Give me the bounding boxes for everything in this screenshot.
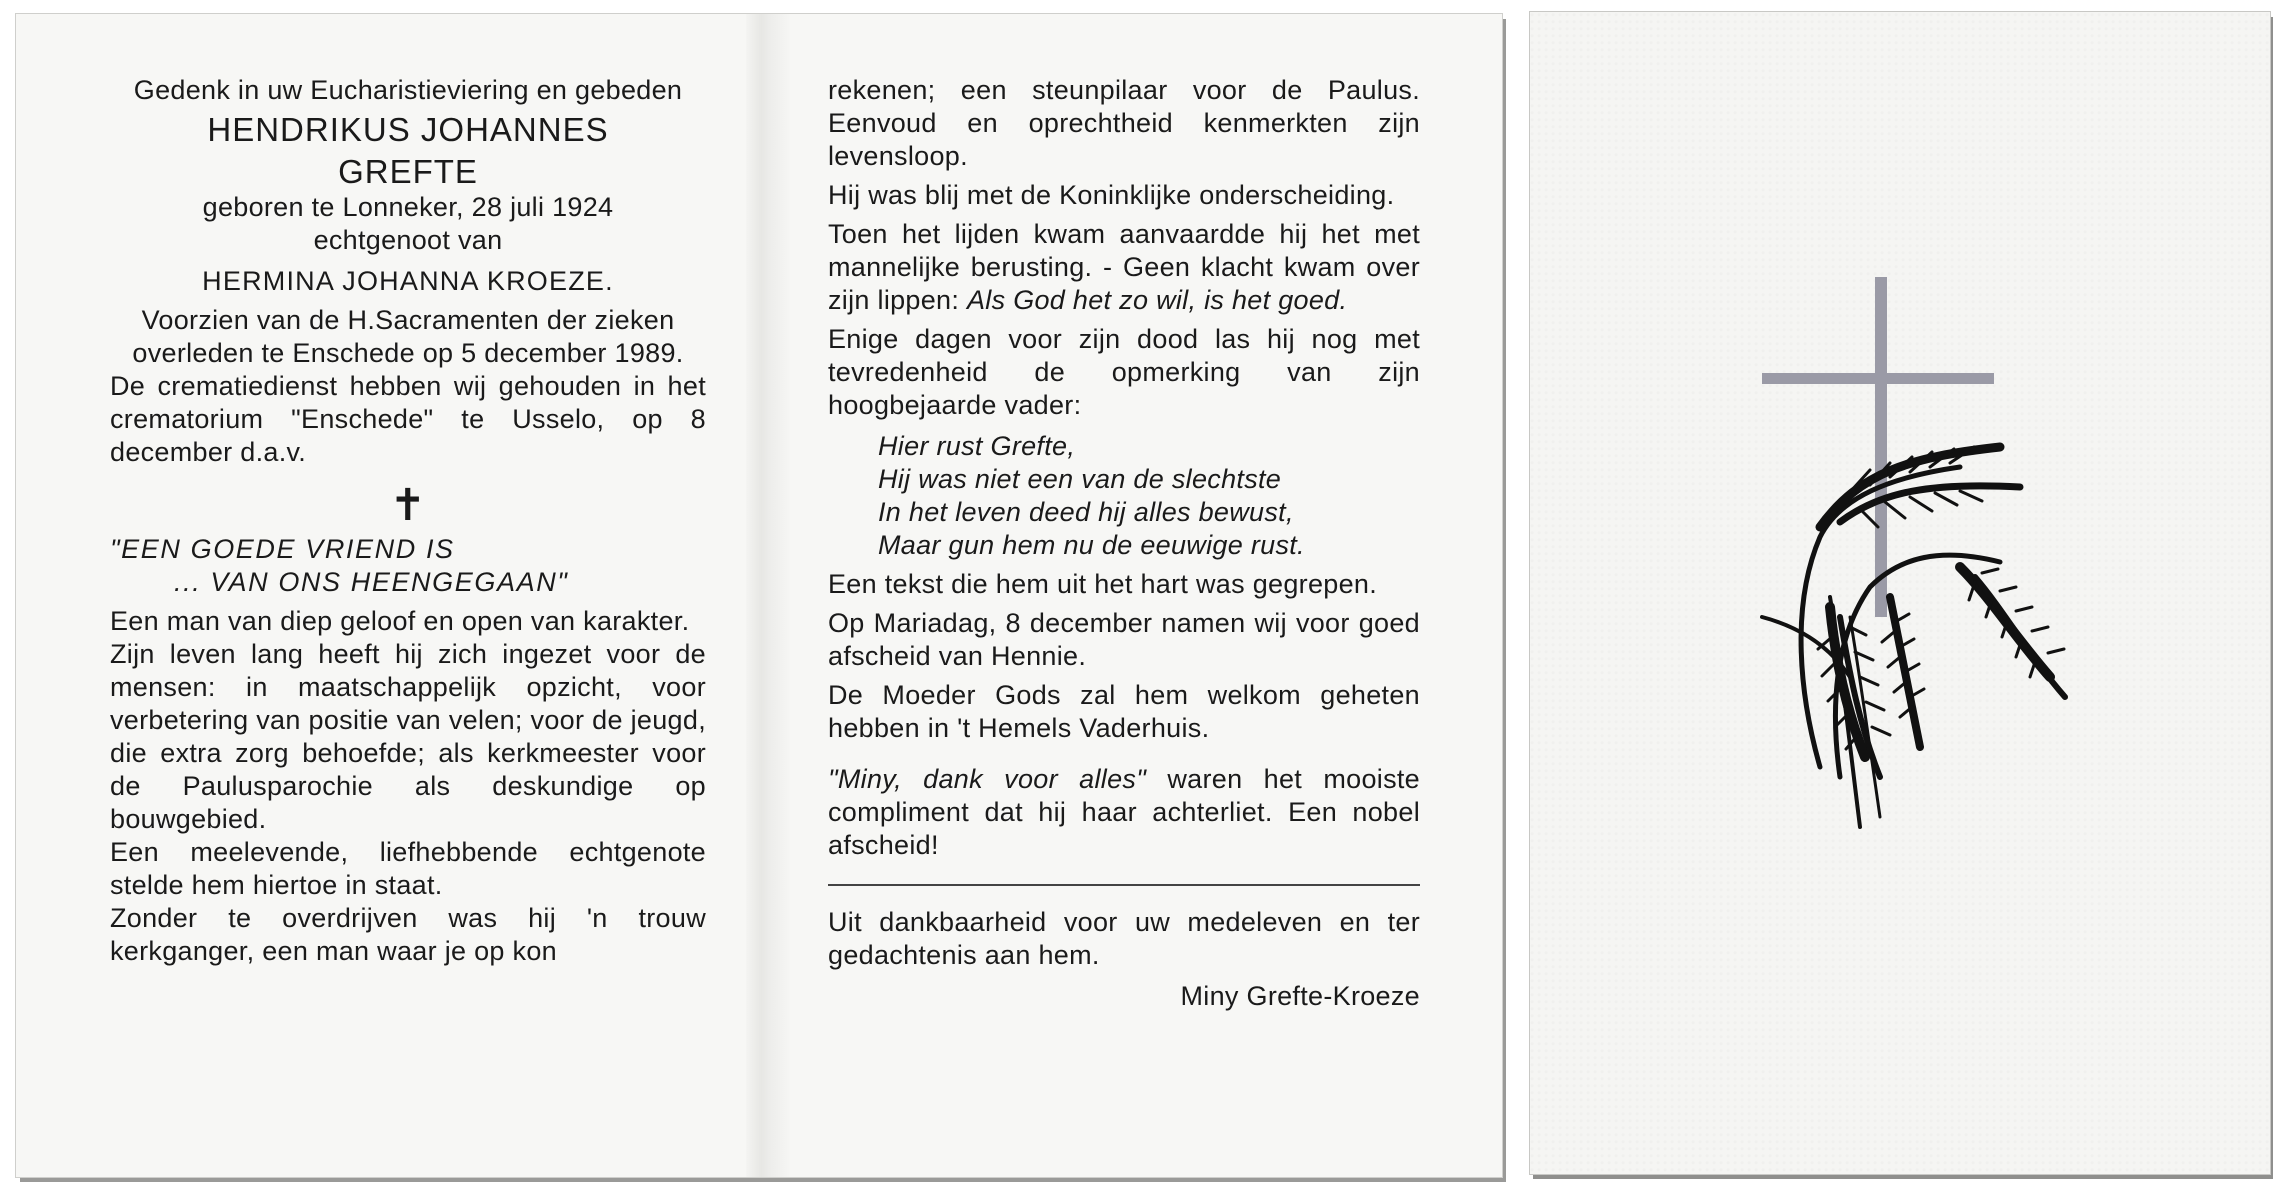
quote-heading bbox=[110, 533, 706, 599]
text-normal: waren het mooiste compliment dat hij haar achterliet. Een nobel afscheid! bbox=[828, 764, 1420, 860]
memorial-card-inside bbox=[16, 14, 1502, 1177]
paragraph: De Moeder Gods zal hem welkom geheten hebben in 't Hemels Vaderhuis. bbox=[828, 680, 1420, 743]
death-info: Voorzien van de H.Sacramenten der zieken overleden te Enschede op 5 december 1989. bbox=[132, 305, 684, 368]
spouse-name: HERMINA JOHANNA KROEZE. bbox=[202, 266, 614, 296]
intro-text: Gedenk in uw Eucharistieviering en gebeden bbox=[133, 75, 683, 105]
text-italic: "Miny, dank voor alles" bbox=[828, 764, 1147, 794]
paragraph: Enige dagen voor zijn dood las hij nog met tevredenheid de opmerking van zijn hoogbejaarde vader: bbox=[828, 324, 1420, 420]
birth-info: geboren te Lonneker, 28 juli 1924 bbox=[202, 192, 614, 222]
cross-horizontal-bar bbox=[1762, 373, 1994, 384]
paragraph: Op Mariadag, 8 december namen wij voor goed afscheid van Hennie. bbox=[828, 608, 1420, 671]
paragraph: Een meelevende, liefhebbende echtgenote stelde hem hiertoe in staat. bbox=[110, 837, 706, 900]
cross-vertical-bar bbox=[1875, 277, 1887, 617]
paragraph: rekenen; een steunpilaar voor de Paulus. Eenvoud en oprechtheid kenmerkten zijn levensloop. bbox=[828, 75, 1420, 171]
paragraph: Een man van diep geloof en open van karakter. bbox=[110, 606, 690, 636]
cross-with-wheat-icon bbox=[1760, 277, 2080, 837]
card-fold bbox=[746, 14, 790, 1177]
middle-panel bbox=[828, 74, 1420, 1013]
signature: Miny Grefte-Kroeze bbox=[1180, 981, 1420, 1011]
paragraph bbox=[828, 763, 1420, 862]
thanks-text: Uit dankbaarheid voor uw medeleven en ter gedachtenis aan hem. bbox=[828, 907, 1420, 970]
wheat-icon bbox=[1762, 447, 2065, 827]
deceased-name-line2: GREFTE bbox=[338, 153, 478, 190]
cross-icon: ✝ bbox=[389, 481, 427, 530]
poem-line: Maar gun hem nu de eeuwige rust. bbox=[878, 530, 1305, 560]
poem-line: Hier rust Grefte, bbox=[878, 431, 1076, 461]
poem-line: In het leven deed hij alles bewust, bbox=[878, 497, 1294, 527]
left-panel bbox=[110, 74, 706, 968]
paragraph: Hij was blij met de Koninklijke onderscheiding. bbox=[828, 180, 1395, 210]
deceased-name-line1: HENDRIKUS JOHANNES bbox=[207, 111, 609, 148]
quote-line2: ... VAN ONS HEENGEGAAN" bbox=[174, 567, 569, 597]
divider bbox=[828, 884, 1420, 886]
spouse-label: echtgenoot van bbox=[313, 225, 503, 255]
paragraph: Zonder te overdrijven was hij 'n trouw kerkganger, een man waar je op kon bbox=[110, 903, 706, 966]
paragraph: Zijn leven lang heeft hij zich ingezet voor de mensen: in maatschappelijk opzicht, voor verbetering van positie van velen; voor de jeugd, die extra zorg behoefde; als kerkmeester voor de Paulusparochie als deskundige op bouwgebied. bbox=[110, 639, 706, 834]
memorial-card-front bbox=[1530, 12, 2270, 1174]
cremation-info: De crematiedienst hebben wij gehouden in het crematorium "Enschede" te Usselo, op 8 december d.a.v. bbox=[110, 371, 706, 467]
text-italic: Als God het zo wil, is het goed. bbox=[966, 285, 1348, 315]
text-normal: Toen het lijden kwam aanvaardde hij het met mannelijke berusting. - Geen klacht kwam over zijn lippen: bbox=[828, 219, 1420, 315]
quote-line1: "EEN GOEDE VRIEND IS bbox=[110, 534, 455, 564]
poem-line: Hij was niet een van de slechtste bbox=[878, 464, 1282, 494]
paragraph bbox=[828, 218, 1420, 317]
poem bbox=[828, 430, 1420, 562]
paragraph: Een tekst die hem uit het hart was gegrepen. bbox=[828, 569, 1378, 599]
